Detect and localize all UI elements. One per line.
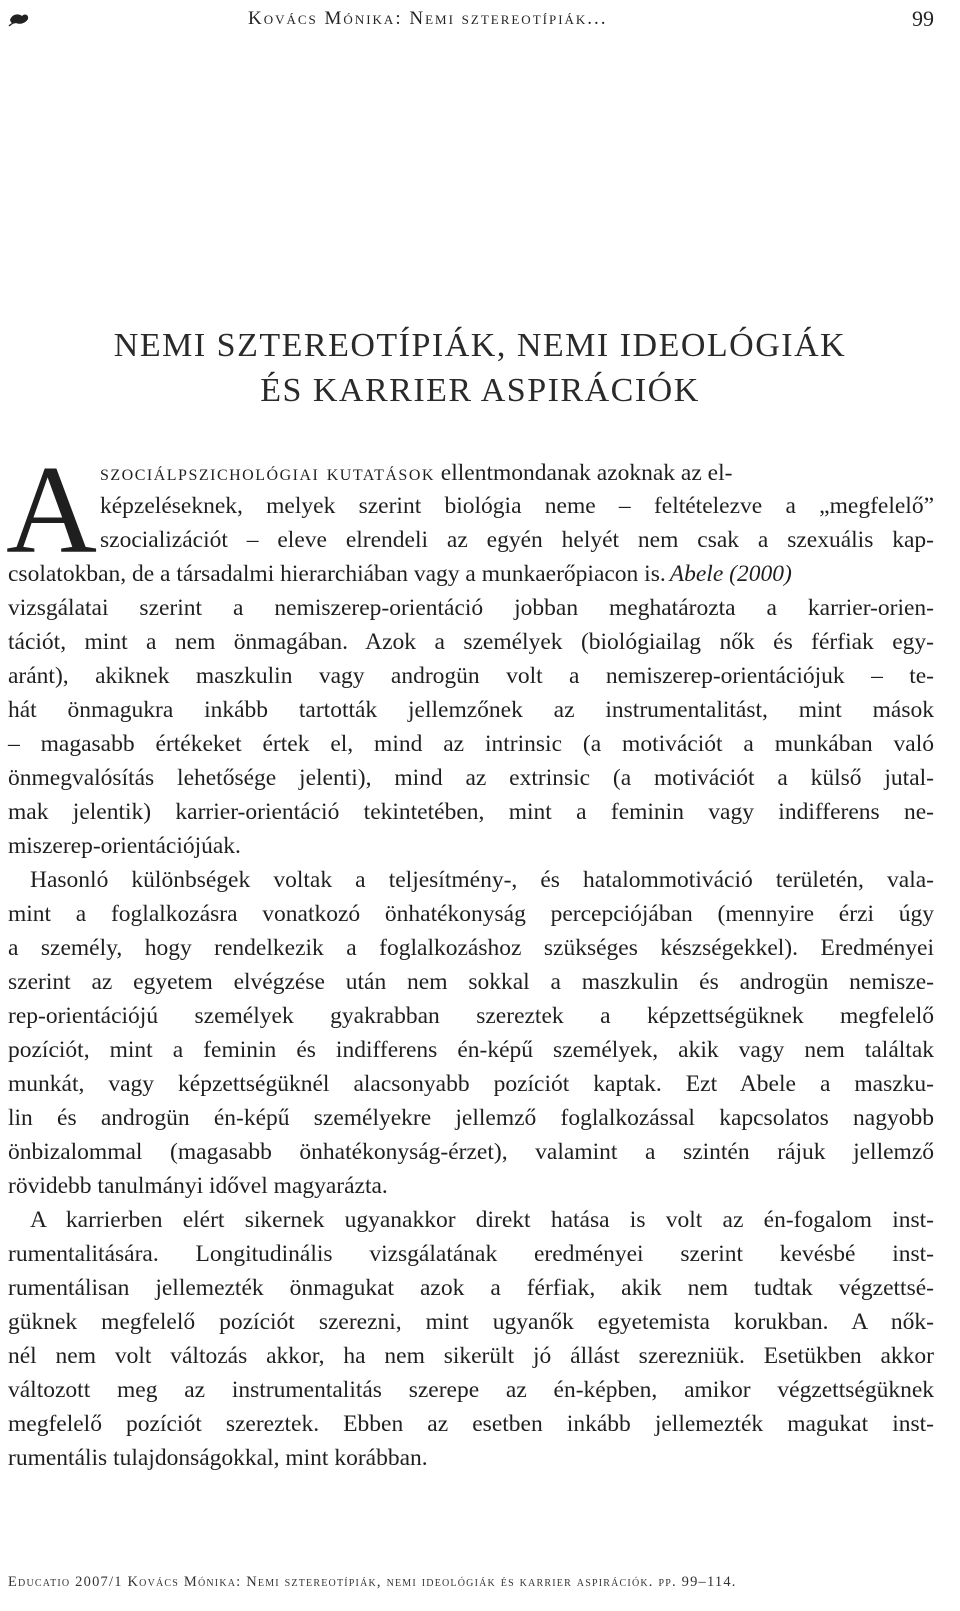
body-line: rep-orientációjú személyek gyakrabban szereztek a képzettségüknek megfelelő — [8, 1003, 934, 1029]
title-line-1: NEMI SZTEREOTÍPIÁK, NEMI IDEOLÓGIÁK — [113, 327, 847, 364]
body-line: megfelelő pozíciót szereztek. Ebben az esetben inkább jellemezték magukat inst- — [8, 1411, 934, 1437]
body-line: mak jelentik) karrier-orientáció tekintetében, mint a feminin vagy indifferens ne- — [8, 799, 934, 825]
body-line: güknek megfelelő pozíciót szerezni, mint ugyanők egyetemista korukban. A nők- — [8, 1309, 934, 1335]
body-line: csolatokban, de a társadalmi hierarchiában vagy a munkaerőpiacon is. Abele (2000) — [8, 561, 792, 587]
body-line: önbizalommal (magasabb önhatékonyság-érzet), valamint a szintén rájuk jellemző — [8, 1139, 934, 1165]
title-line-2: ÉS KARRIER ASPIRÁCIÓK — [260, 372, 700, 409]
body-line: vizsgálatai szerint a nemiszerep-orientáció jobban meghatározta a karrier-orien- — [8, 595, 934, 621]
body-line: A karrierben elért sikernek ugyanakkor direkt hatása is volt az én-fogalom inst- — [30, 1207, 934, 1233]
body-line: pozíciót, mint a feminin és indifferens én-képű személyek, akik vagy nem találtak — [8, 1037, 934, 1063]
page-header — [8, 6, 936, 32]
body-line: képzeléseknek, melyek szerint biológia neme – feltételezve a „megfelelő” — [100, 493, 934, 519]
body-line: szerint az egyetem elvégzése után nem sokkal a maszkulin és androgün nemisze- — [8, 969, 934, 995]
body-line: miszerep-orientációjúak. — [8, 833, 241, 859]
body-line: rumentális tulajdonságokkal, mint korábban. — [8, 1445, 428, 1471]
body-line: hát önmagukra inkább tartották jellemzőnek az instrumentalitást, mint mások — [8, 697, 934, 723]
body-line: a személy, hogy rendelkezik a foglalkozáshoz szükséges készségekkel). Eredményei — [8, 935, 934, 961]
running-head: Kovács Mónika: Nemi sztereotípiák... — [248, 8, 608, 29]
body-line: önmegvalósítás lehetősége jelenti), mind az extrinsic (a motivációt a külső jutal- — [8, 765, 934, 791]
body-line: rumentalitására. Longitudinális vizsgálatának eredményei szerint kevésbé inst- — [8, 1241, 934, 1267]
body-line: szocializációt – eleve elrendeli az egyén helyét nem csak a szexuális kap- — [100, 527, 934, 553]
page-number: 99 — [912, 6, 934, 31]
citation-abele: Abele (2000) — [669, 561, 792, 587]
body-line: szociálpszichológiai kutatások ellentmondanak azoknak az el- — [100, 460, 733, 486]
body-line: – magasabb értékeket értek el, mind az intrinsic (a motivációt a munkában való — [8, 731, 934, 757]
body-line: rövidebb tanulmányi idővel magyarázta. — [8, 1173, 388, 1199]
body-line: lin és androgün én-képű személyekre jellemző foglalkozással kapcsolatos nagyobb — [8, 1105, 934, 1131]
article-title — [0, 323, 960, 413]
body-line: rumentálisan jellemezték önmagukat azok a férfiak, akik nem tudtak végzettsé- — [8, 1275, 934, 1301]
body-line: munkát, vagy képzettségüknél alacsonyabb pozíciót kaptak. Ezt Abele a maszku- — [8, 1071, 934, 1097]
body-line: nél nem volt változás akkor, ha nem sikerült jó állást szerezniük. Esetükben akkor — [8, 1343, 934, 1369]
body-line: mint a foglalkozásra vonatkozó önhatékonyság percepciójában (mennyire érzi úgy — [8, 901, 934, 927]
page-footer: Educatio 2007/1 Kovács Mónika: Nemi sztereotípiák, nemi ideológiák és karrier aspirációk. pp. 99–114. — [8, 1574, 737, 1590]
drop-cap: A — [6, 441, 97, 580]
body-line: Hasonló különbségek voltak a teljesítmény-, és hatalommotiváció területén, vala- — [30, 867, 934, 893]
hedera-leaf-icon — [8, 11, 30, 27]
body-line: aránt), akiknek maszkulin vagy androgün volt a nemiszerep-orientációjuk – te- — [8, 663, 934, 689]
body-line: tációt, mint a nem önmagában. Azok a személyek (biológiailag nők és férfiak egy- — [8, 629, 934, 655]
opening-smallcaps: szociálpszichológiai kutatások — [100, 460, 435, 486]
body-line: változott meg az instrumentalitás szerepe az én-képben, amikor végzettségüknek — [8, 1377, 934, 1403]
